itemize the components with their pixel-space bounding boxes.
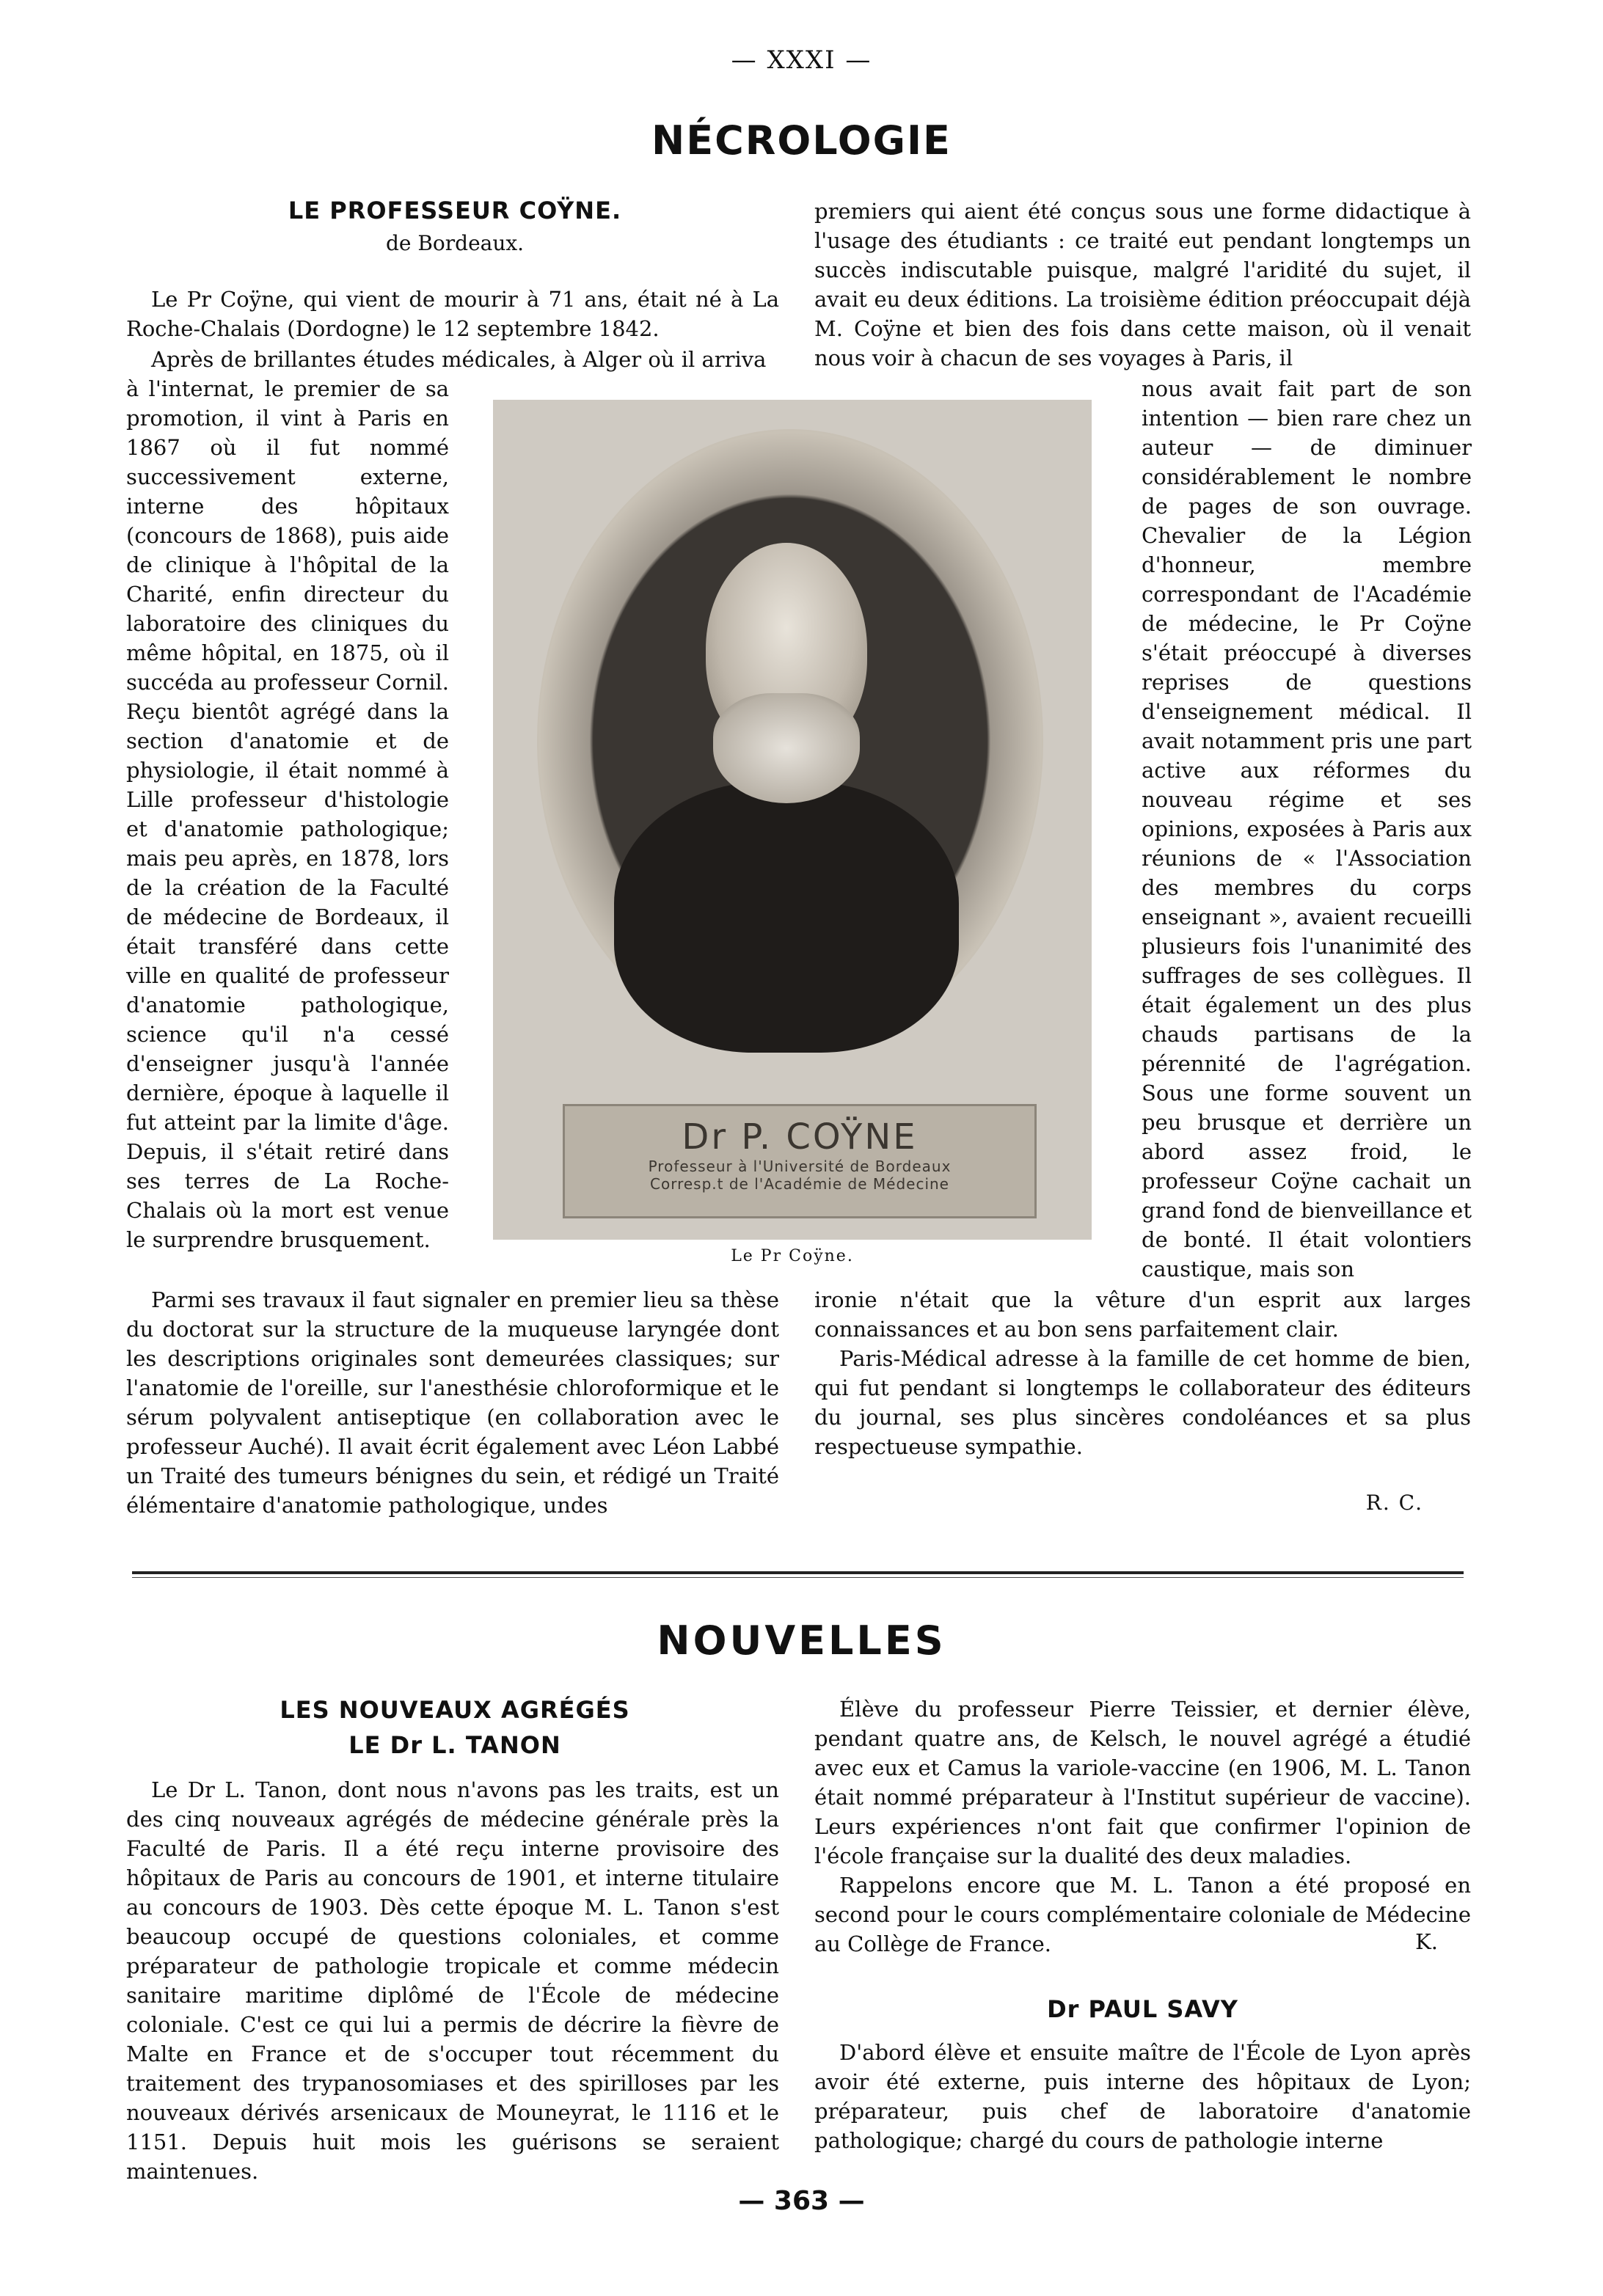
necro-right-top	[814, 197, 1471, 373]
plaque-name: Dr P. COŸNE	[682, 1116, 918, 1158]
news-heading-3: Dr PAUL SAVY	[1047, 1995, 1238, 2023]
news-heading-2: LE Dr L. TANON	[348, 1731, 561, 1759]
paragraph: Paris-Médical adresse à la famille de cet homme de bien, qui fut pendant si longtemps le collaborateur des éditeurs du journal, ses plus sincères condoléances et sa plus respectueuse sympathie.	[814, 1346, 1471, 1459]
necro-left-bottom	[126, 1285, 779, 1520]
paragraph: Rappelons encore que M. L. Tanon a été proposé en second pour le cours complémentaire coloniale de Médecine au Collège de France.	[814, 1873, 1471, 1956]
article-title: LE PROFESSEUR COŸNE.	[288, 197, 622, 224]
paragraph: Le Pr Coÿne, qui vient de mourir à 71 ans, était né à La Roche-Chalais (Dordogne) le 12 septembre 1842.	[126, 287, 779, 341]
section-title-necrologie: NÉCROLOGIE	[651, 117, 952, 164]
necro-right-narrow	[1142, 374, 1472, 1282]
paragraph: premiers qui aient été conçus sous une forme didactique à l'usage des étudiants : ce traité eut pendant longtemps un succès indiscutable puisque, malgré l'aridité du sujet, il avait eu deux éditions. La troisième édition préoccupait déjà M. Coÿne et bien des fois dans cette maison, où il venait nous voir à chacun de ses voyages à Paris, il	[814, 199, 1471, 370]
necro-right-bottom	[814, 1285, 1471, 1461]
plaque-line-2: Corresp.t de l'Académie de Médecine	[650, 1175, 949, 1193]
portrait-photo	[493, 400, 1092, 1240]
news-signature: K.	[1415, 1929, 1438, 1954]
article-subtitle: de Bordeaux.	[385, 231, 525, 255]
paragraph: à l'internat, le premier de sa promotion, il vint à Paris en 1867 où il fut nommé successivement externe, interne des hôpitaux (concours de 1868), puis aide de clinique à l'hôpital de la Charité, enfin directeur du laboratoire des cliniques du même hôpital, en 1875, où il succéda au professeur Cornil. Reçu bientôt agrégé dans la section d'anatomie et de physiologie, il était nommé à Lille professeur d'histologie et d'anatomie pathologique; mais peu après, en 1878, lors de la création de la Faculté de médecine de Bordeaux, il était transféré dans cette ville en qualité de professeur d'anatomie pathologique, science qu'il n'a cessé d'enseigner jusqu'à l'année dernière, époque à laquelle il fut atteint par la limite d'âge. Depuis, il s'était retiré dans ses terres de La Roche-Chalais où la mort est venue le surprendre brusquement.	[126, 376, 449, 1252]
plaque-line-1: Professeur à l'Université de Bordeaux	[648, 1158, 952, 1175]
section-title-nouvelles: NOUVELLES	[657, 1617, 946, 1664]
signature: R. C.	[1365, 1491, 1423, 1515]
paragraph: Le Dr L. Tanon, dont nous n'avons pas les traits, est un des cinq nouveaux agrégés de médecine générale près la Faculté de Paris. Il a été reçu interne provisoire des hôpitaux de Paris au concours de 1901, et interne titulaire au concours de 1903. Dès cette époque M. L. Tanon s'est beaucoup occupé de questions coloniales, et comme préparateur de pathologie tropicale et comme médecin sanitaire maritime diplômé de l'École de médecine coloniale. C'est ce qui lui a permis de décrire la fièvre de Malte en France et de s'occuper tout récemment du traitement des trypanosomiases et des spirilloses par les nouveaux dérivés arsenicaux de Mouneyrat, le 1116 et le 1151. Depuis huit mois les guérisons se seraient maintenues.	[126, 1777, 779, 2184]
photo-caption: Le Pr Coÿne.	[731, 1247, 854, 1265]
paragraph: Élève du professeur Pierre Teissier, et dernier élève, pendant quatre ans, de Kelsch, le nouvel agrégé a étudié avec eux et Camus la variole-vaccine (en 1906, M. L. Tanon était nommé préparateur à l'Institut supérieur de vaccine). Leurs expériences n'ont fait que confirmer l'opinion de l'école française sur la dualité des deux maladies.	[814, 1697, 1471, 1868]
necro-left-narrow	[126, 374, 449, 1284]
section-rule	[132, 1571, 1464, 1574]
paragraph: D'abord élève et ensuite maître de l'École de Lyon après avoir été externe, puis interne des hôpitaux de Lyon; préparateur, puis chef de laboratoire d'anatomie pathologique; chargé du cours de pathologie interne	[814, 2040, 1471, 2153]
paragraph: nous avait fait part de son intention — bien rare chez un auteur — de diminuer considérablement le nombre de pages de son ouvrage. Chevalier de la Légion d'honneur, membre correspondant de l'Académie de médecine, le Pr Coÿne s'était préoccupé à diverses reprises de questions d'enseignement médical. Il avait notamment pris une part active aux réformes du nouveau régime et ses opinions, exposées à Paris aux réunions de « l'Association des membres du corps enseignant », avaient recueilli plusieurs fois l'unanimité des suffrages de ses collègues. Il était également un des plus chauds partisans de la pérennité de l'agrégation. Sous une forme souvent un peu brusque et derrière un abord assez froid, le professeur Coÿne cachait un grand fond de bienveillance et de bonté. Il était volontiers caustique, mais son	[1142, 376, 1472, 1282]
necro-left-top	[126, 285, 779, 343]
page-number: — 363 —	[738, 2186, 865, 2216]
paragraph: ironie n'était que la vêture d'un esprit aux larges connaissances et au bon sens parfaitement clair.	[814, 1287, 1471, 1342]
necro-left-lead	[126, 345, 779, 374]
news-right-column	[814, 1694, 1471, 1959]
portrait-plaque	[563, 1104, 1037, 1218]
portrait-beard	[713, 693, 860, 803]
news-left-column	[126, 1775, 779, 2186]
page-folio: — XXXI —	[731, 45, 872, 75]
paragraph: Parmi ses travaux il faut signaler en premier lieu sa thèse du doctorat sur la structure de la muqueuse laryngée dont les descriptions originales sont demeurées classiques; sur l'anatomie de l'oreille, sur l'anesthésie chloroformique et le sérum polyvalent antiseptique (en collaboration avec le professeur Auché). Il avait écrit également avec Léon Labbé un Traité des tumeurs bénignes du sein, et rédigé un Traité élémentaire d'anatomie pathologique, undes	[126, 1287, 779, 1518]
news-heading-1: LES NOUVEAUX AGRÉGÉS	[280, 1696, 630, 1724]
section-rule-thin	[132, 1577, 1464, 1578]
news-right-savy	[814, 2038, 1471, 2155]
paragraph-lead: Après de brillantes études médicales, à Alger où il arriva	[151, 347, 767, 372]
portrait-coat	[614, 781, 959, 1053]
